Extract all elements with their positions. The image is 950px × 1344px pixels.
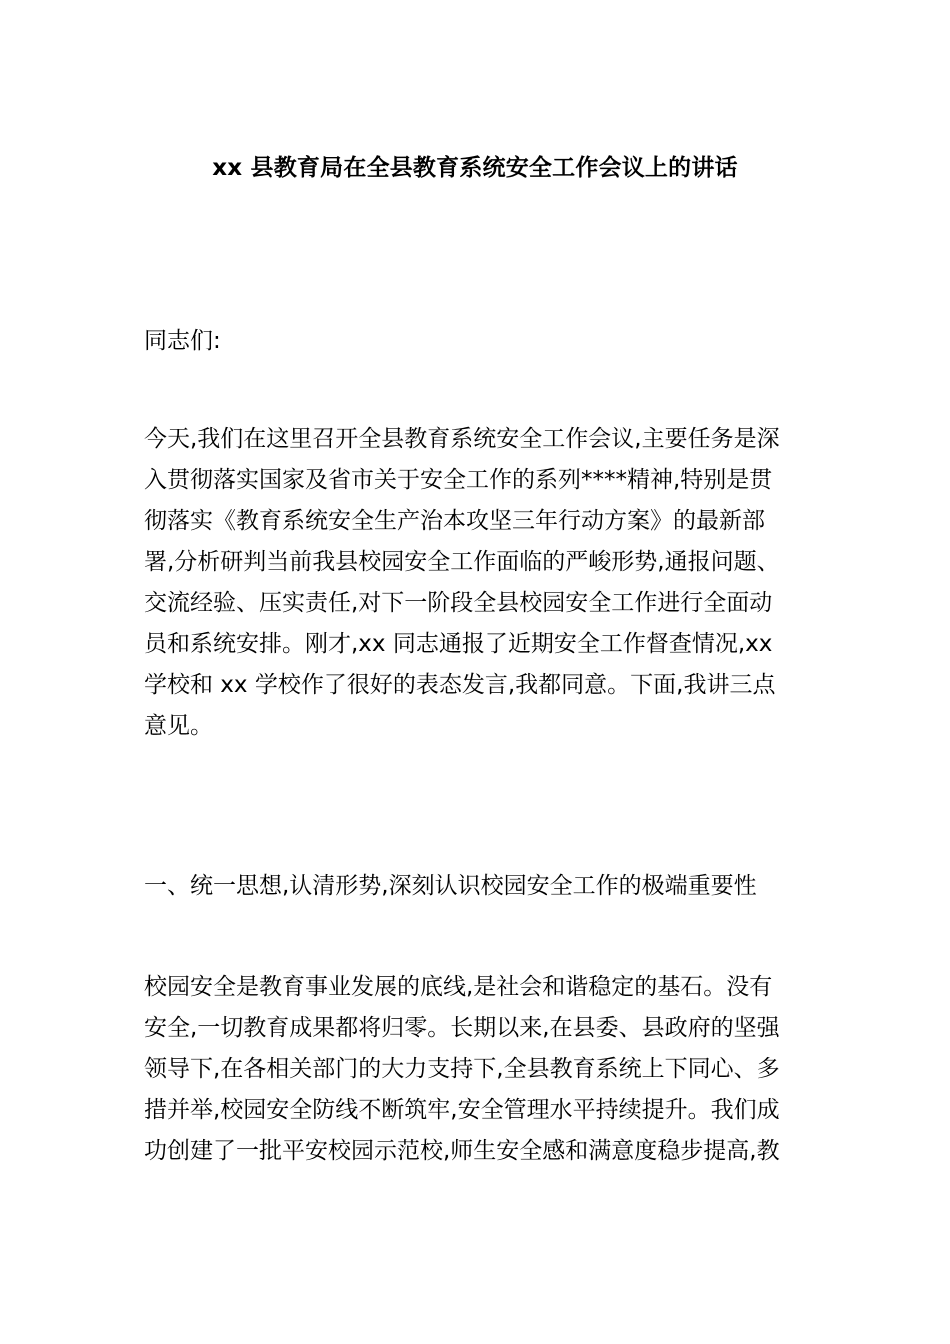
- paragraph-line: 交流经验、压实责任,对下一阶段全县校园安全工作进行全面动: [144, 590, 773, 616]
- paragraph-line: 措并举,校园安全防线不断筑牢,安全管理水平持续提升。我们成: [144, 1097, 780, 1123]
- greeting: 同志们:: [144, 328, 221, 354]
- paragraph-line: 校园安全是教育事业发展的底线,是社会和谐稳定的基石。没有: [144, 974, 773, 1000]
- document-title: xx 县教育局在全县教育系统安全工作会议上的讲话: [212, 155, 738, 181]
- paragraph-line: 安全,一切教育成果都将归零。长期以来,在县委、县政府的坚强: [144, 1015, 780, 1041]
- paragraph-section-1: [144, 967, 814, 1172]
- section-heading: 一、统一思想,认清形势,深刻认识校园安全工作的极端重要性: [144, 873, 757, 899]
- paragraph-line: 彻落实《教育系统安全生产治本攻坚三年行动方案》的最新部: [144, 508, 765, 534]
- paragraph-line: 今天,我们在这里召开全县教育系统安全工作会议,主要任务是深: [144, 426, 780, 452]
- paragraph-intro: [144, 419, 814, 747]
- paragraph-line: 意见。: [144, 713, 213, 739]
- paragraph-line: 领导下,在各相关部门的大力支持下,全县教育系统上下同心、多: [144, 1056, 780, 1082]
- paragraph-line: 学校和 xx 学校作了很好的表态发言,我都同意。下面,我讲三点: [144, 672, 776, 698]
- paragraph-line: 入贯彻落实国家及省市关于安全工作的系列****精神,特别是贯: [144, 467, 773, 493]
- paragraph-line: 员和系统安排。刚才,xx 同志通报了近期安全工作督查情况,xx: [144, 631, 773, 657]
- paragraph-line: 署,分析研判当前我县校园安全工作面临的严峻形势,通报问题、: [144, 549, 780, 575]
- paragraph-line: 功创建了一批平安校园示范校,师生安全感和满意度稳步提高,教: [144, 1138, 780, 1164]
